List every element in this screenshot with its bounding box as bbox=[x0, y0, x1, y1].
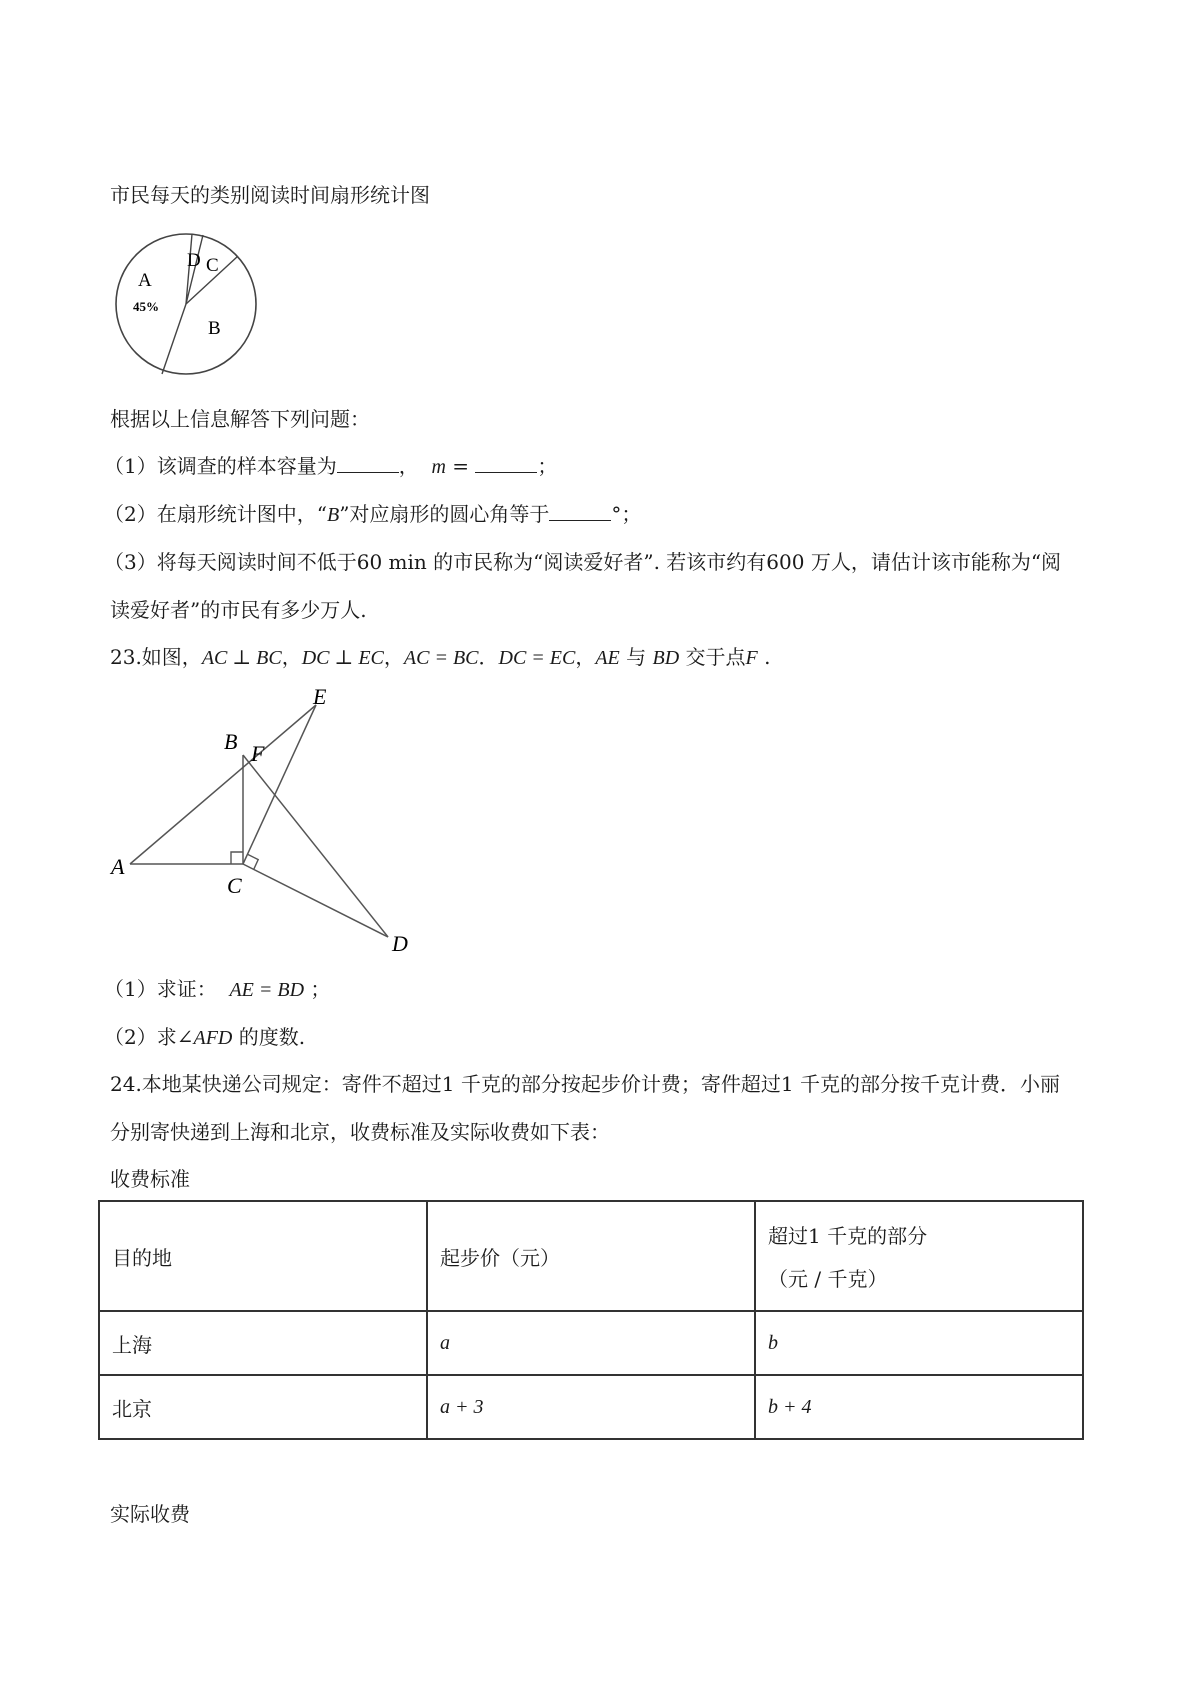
sector-line-ab bbox=[162, 304, 186, 374]
table-cell-extra-price: b + 4 bbox=[755, 1375, 1083, 1439]
table-header-line2: （元 / 千克） bbox=[768, 1267, 888, 1291]
point-label-a: A bbox=[111, 854, 125, 879]
table-row bbox=[99, 1311, 1083, 1375]
q23-part2-expr: ∠AFD bbox=[176, 1027, 233, 1049]
q24-table-title: 收费标准 bbox=[110, 1167, 190, 1191]
segment-ae bbox=[130, 705, 316, 864]
point-label-e: E bbox=[313, 685, 327, 709]
pie-caption: 市民每天的类别阅读时间扇形统计图 bbox=[110, 183, 430, 207]
table-cell-start-price: a bbox=[427, 1311, 755, 1375]
q23-part2 bbox=[104, 1023, 305, 1052]
q22-part2-number: （2） bbox=[104, 502, 157, 526]
actual-fee-title: 实际收费 bbox=[110, 1502, 190, 1526]
q23-sep-2: ， bbox=[383, 645, 404, 669]
q23-sep-3: ． bbox=[478, 645, 499, 669]
q22-part1-var-m: m bbox=[431, 456, 446, 478]
q23-number: 23.如图， bbox=[110, 645, 202, 669]
table-header-cell: 目的地 bbox=[99, 1201, 427, 1311]
q23-cond-dc-eq-ec: DC = EC bbox=[498, 647, 576, 669]
q23-seg-ae: AE bbox=[595, 647, 620, 669]
q22-part3-line1: （3）将每天阅读时间不低于60 min 的市民称为“阅读爱好者”. 若该市约有600 万人，请估计该市能称为“阅 bbox=[104, 550, 1062, 574]
segment-cd bbox=[243, 864, 388, 937]
table-cell-destination: 上海 bbox=[99, 1311, 427, 1375]
table-cell-destination: 北京 bbox=[99, 1375, 427, 1439]
q22-part1-end: ； bbox=[537, 454, 558, 478]
q22-part2-var-b: B bbox=[326, 504, 340, 526]
point-label-f: F bbox=[251, 741, 265, 766]
table-header-row bbox=[99, 1201, 1083, 1311]
pie-label-a-percent: 45% bbox=[133, 299, 159, 314]
pie-label-d: D bbox=[187, 250, 201, 271]
pie-label-c: C bbox=[206, 255, 219, 276]
table-header-cell bbox=[755, 1201, 1083, 1311]
answer-blank-sample[interactable] bbox=[337, 454, 399, 473]
q23-seg-bd: BD bbox=[652, 647, 680, 669]
answer-blank-angle[interactable] bbox=[549, 502, 611, 521]
right-angle-mark-c bbox=[231, 852, 243, 864]
q22-intro: 根据以上信息解答下列问题： bbox=[110, 407, 370, 431]
table-header-line1: 超过1 千克的部分 bbox=[768, 1224, 928, 1248]
q22-part2-end: °； bbox=[611, 502, 642, 526]
q23-part1 bbox=[104, 975, 330, 1004]
q22-part2-text-b: ”对应扇形的圆心角等于 bbox=[339, 502, 550, 526]
q22-part1-equals: = bbox=[445, 454, 476, 478]
q23-sep-1: ， bbox=[281, 645, 302, 669]
q23-sep-5: 与 bbox=[619, 645, 653, 669]
segment-ce bbox=[243, 705, 316, 864]
point-label-c: C bbox=[227, 873, 242, 898]
q22-part2 bbox=[104, 500, 641, 529]
point-label-d: D bbox=[392, 931, 408, 955]
q23-point-f: F bbox=[745, 647, 758, 669]
q23-part1-end: ； bbox=[310, 977, 331, 1001]
q22-part3-line2: 读爱好者”的市民有多少万人. bbox=[110, 598, 367, 622]
point-label-b: B bbox=[224, 729, 238, 754]
q23-part1-expr: AE = BD bbox=[229, 979, 305, 1001]
fee-standard-table bbox=[98, 1200, 1084, 1440]
q23-sep-4: ， bbox=[575, 645, 596, 669]
pie-label-b: B bbox=[208, 318, 221, 339]
q24-line1: 24.本地某快递公司规定：寄件不超过1 千克的部分按起步价计费；寄件超过1 千克的部分按千克计费．小丽 bbox=[110, 1072, 1060, 1096]
pie-label-a: A bbox=[138, 270, 152, 291]
q23-sep-7: . bbox=[757, 645, 771, 669]
segment-bd bbox=[243, 755, 388, 937]
q24-line2: 分别寄快递到上海和北京，收费标准及实际收费如下表： bbox=[110, 1120, 610, 1144]
q23-part2-end: 的度数. bbox=[232, 1025, 306, 1049]
q23-cond-dc-perp-ec: DC ⊥ EC bbox=[301, 647, 384, 669]
table-cell-start-price: a + 3 bbox=[427, 1375, 755, 1439]
q23-cond-ac-perp-bc: AC ⊥ BC bbox=[201, 647, 282, 669]
q22-part1-comma: ， bbox=[398, 454, 419, 478]
table-cell-extra-price: b bbox=[755, 1311, 1083, 1375]
q23-part2-text: （2）求 bbox=[104, 1025, 177, 1049]
q22-part2-text-a: 在扇形统计图中，“ bbox=[156, 502, 327, 526]
q22-part1 bbox=[104, 452, 557, 481]
q22-part1-number: （1） bbox=[104, 454, 157, 478]
q23-cond-ac-eq-bc: AC = BC bbox=[403, 647, 479, 669]
q23-part1-text: （1）求证： bbox=[104, 977, 217, 1001]
q22-part1-text: 该调查的样本容量为 bbox=[156, 454, 337, 478]
q23-stem bbox=[110, 643, 770, 672]
table-row bbox=[99, 1375, 1083, 1439]
pie-chart-figure bbox=[100, 222, 270, 382]
q23-geometry-figure bbox=[100, 685, 420, 955]
answer-blank-m[interactable] bbox=[475, 454, 537, 473]
table-header-cell: 起步价（元） bbox=[427, 1201, 755, 1311]
q23-sep-6: 交于点 bbox=[679, 645, 746, 669]
